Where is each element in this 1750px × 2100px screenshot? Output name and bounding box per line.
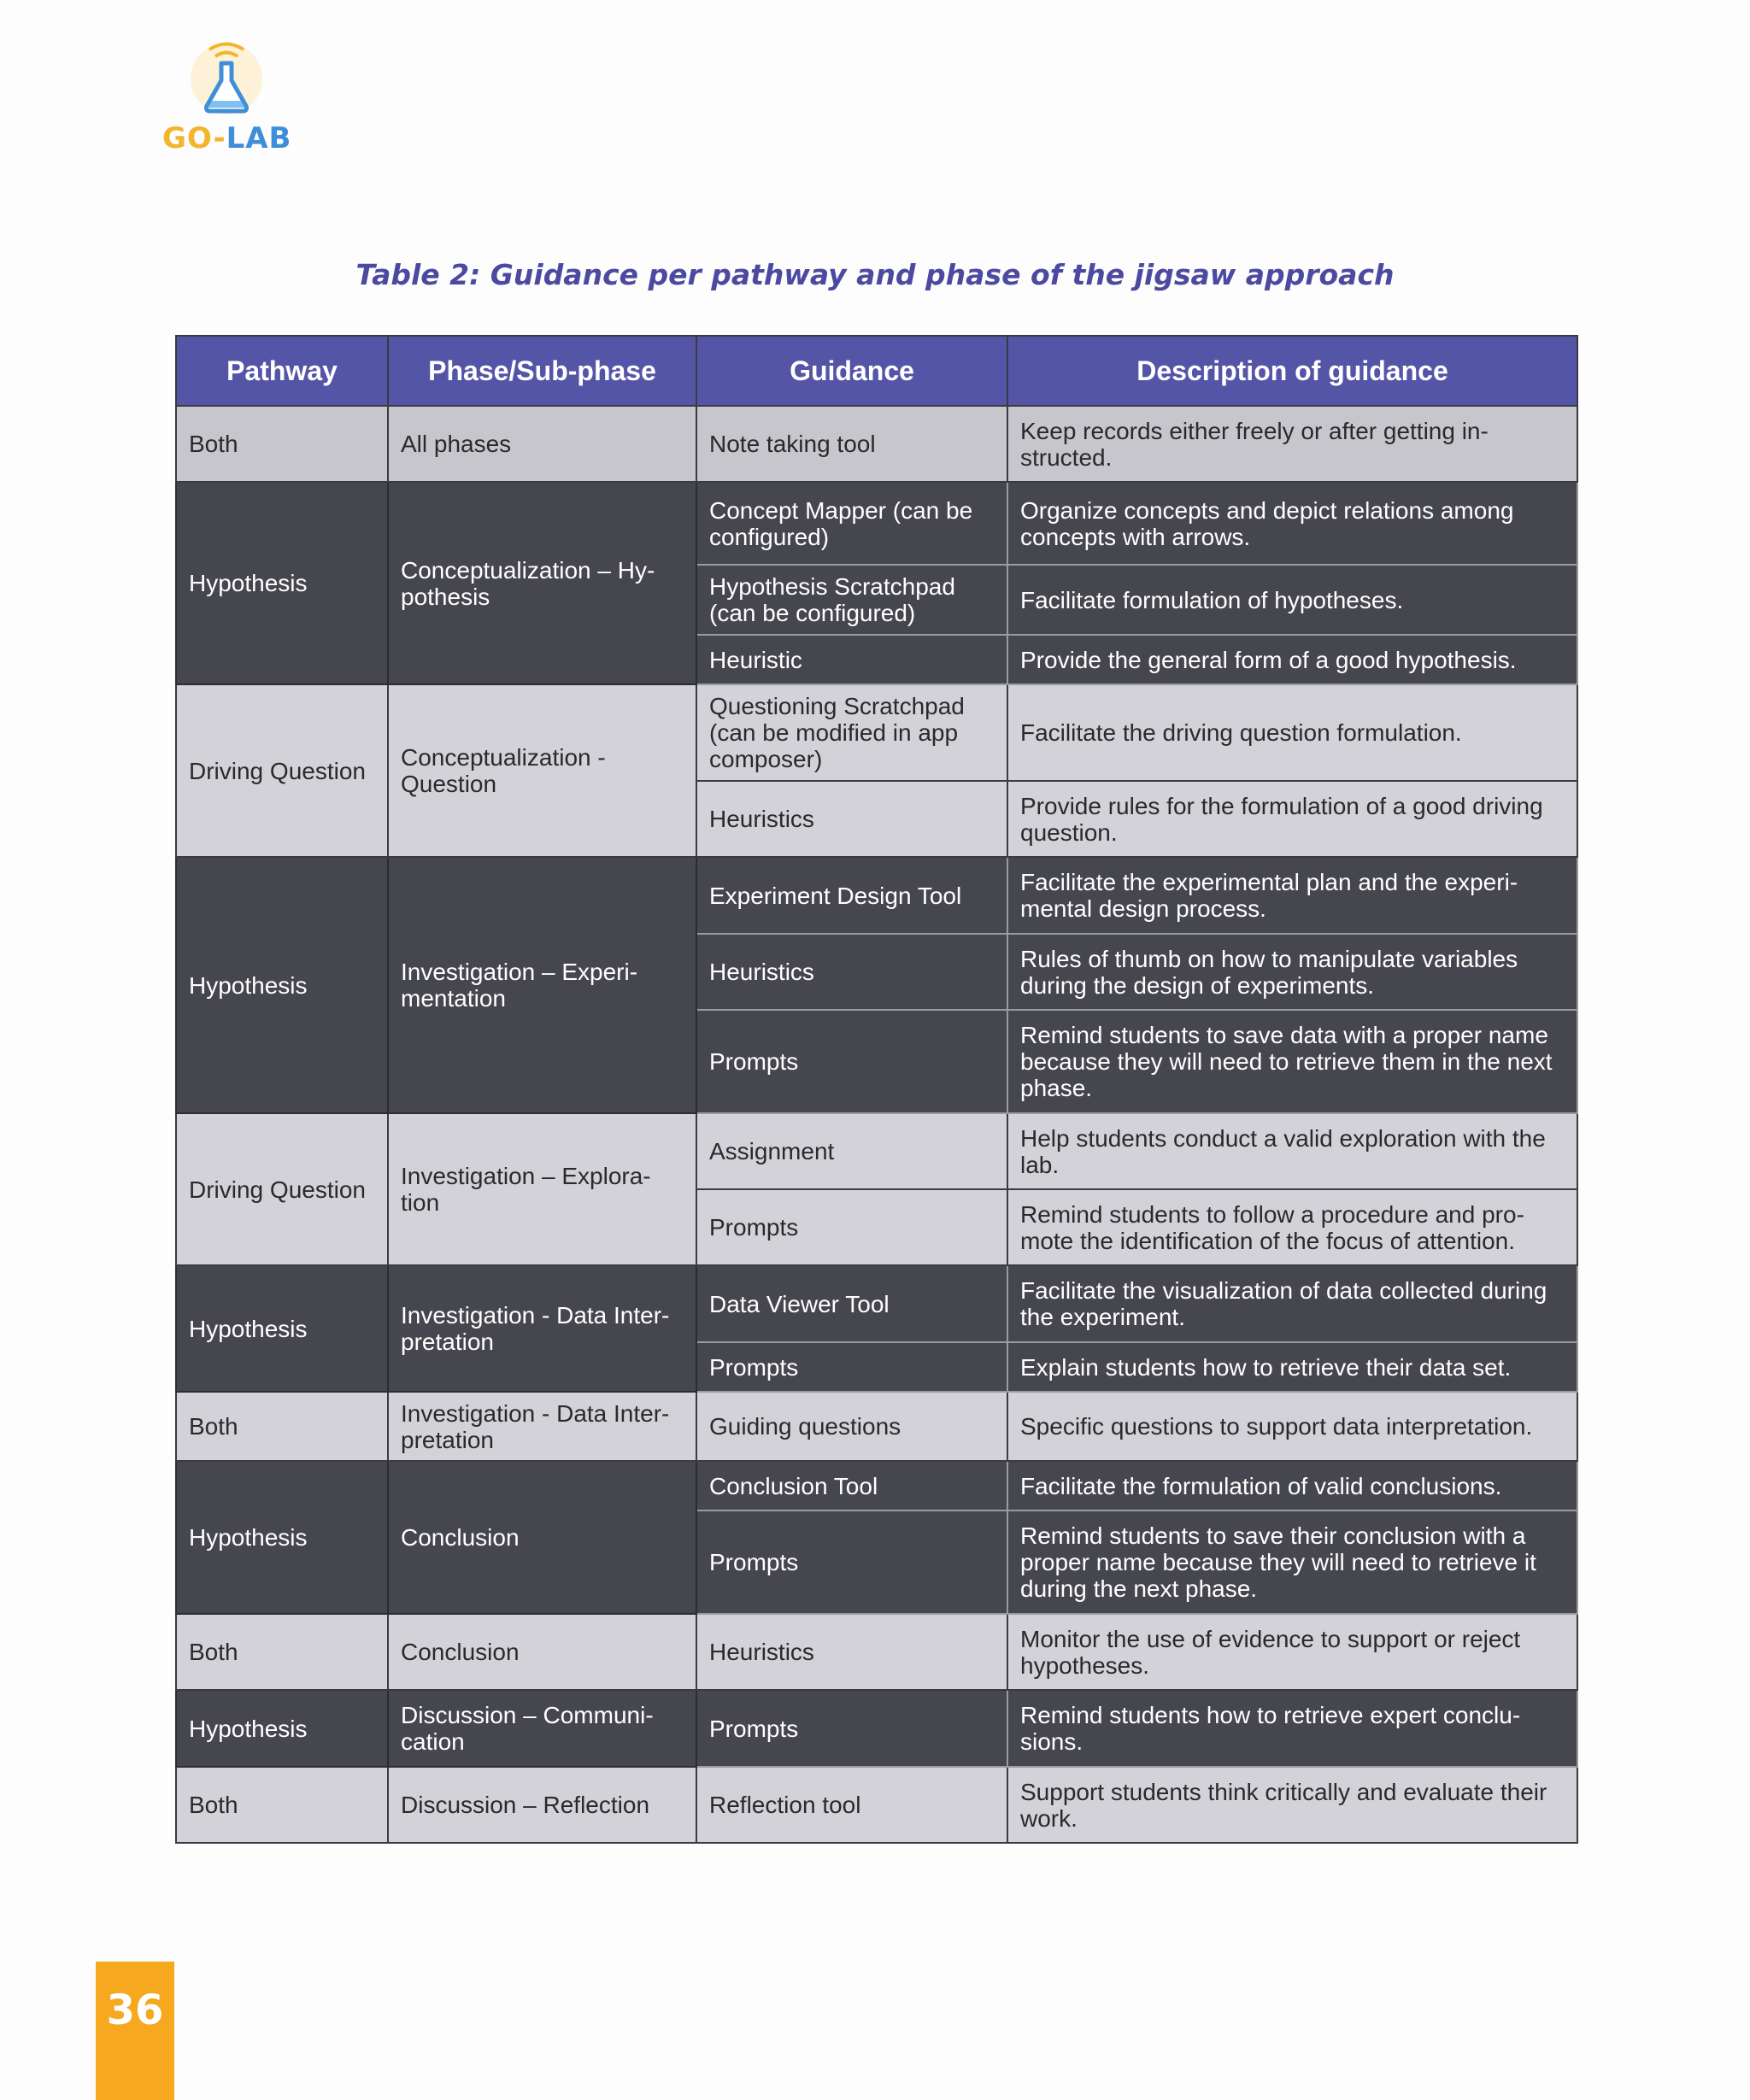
guidance-cell: Questioning Scratchpad (can be modified in app composer) <box>696 684 1007 781</box>
guidance-cell: Heuristics <box>696 781 1007 857</box>
header-guidance: Guidance <box>696 336 1007 406</box>
pathway-cell: Hypothesis <box>176 482 388 684</box>
guidance-cell: Prompts <box>696 1010 1007 1113</box>
guidance-cell: Prompts <box>696 1690 1007 1767</box>
table-row <box>176 1392 1577 1461</box>
description-cell: Help students conduct a valid exploration with the lab. <box>1007 1113 1577 1189</box>
guidance-cell: Prompts <box>696 1189 1007 1265</box>
pathway-cell: Hypothesis <box>176 1265 388 1392</box>
guidance-cell: Prompts <box>696 1342 1007 1392</box>
pathway-cell: Both <box>176 1767 388 1843</box>
description-cell: Facilitate the formulation of valid conclusions. <box>1007 1461 1577 1510</box>
pathway-cell: Both <box>176 1392 388 1461</box>
phase-cell: All phases <box>388 406 696 482</box>
pathway-cell: Driving Question <box>176 684 388 857</box>
table-row <box>176 857 1577 934</box>
description-cell: Explain students how to retrieve their data set. <box>1007 1342 1577 1392</box>
table-row <box>176 1265 1577 1342</box>
table-header-row <box>176 336 1577 406</box>
table-row <box>176 1113 1577 1189</box>
phase-cell: Conclusion <box>388 1614 696 1690</box>
guidance-cell: Concept Mapper (can be configured) <box>696 482 1007 565</box>
description-cell: Remind students how to retrieve expert conclu-sions. <box>1007 1690 1577 1767</box>
guidance-table <box>175 335 1578 1844</box>
logo-text-go: GO- <box>162 121 226 155</box>
phase-cell: Investigation – Experi-mentation <box>388 857 696 1113</box>
table-caption: Table 2: Guidance per pathway and phase of the jigsaw approach <box>355 258 1395 291</box>
description-cell: Facilitate the visualization of data collected during the experiment. <box>1007 1265 1577 1342</box>
table-row <box>176 684 1577 781</box>
description-cell: Keep records either freely or after getting in-structed. <box>1007 406 1577 482</box>
description-cell: Provide the general form of a good hypothesis. <box>1007 635 1577 684</box>
phase-cell: Conceptualization – Hy-pothesis <box>388 482 696 684</box>
guidance-cell: Experiment Design Tool <box>696 857 1007 934</box>
table-row <box>176 406 1577 482</box>
table-row <box>176 1767 1577 1843</box>
phase-cell: Discussion – Communi-cation <box>388 1690 696 1767</box>
guidance-cell: Hypothesis Scratchpad (can be configured) <box>696 565 1007 635</box>
description-cell: Specific questions to support data interpretation. <box>1007 1392 1577 1461</box>
table-row <box>176 1614 1577 1690</box>
description-cell: Provide rules for the formulation of a good driving question. <box>1007 781 1577 857</box>
description-cell: Support students think critically and evaluate their work. <box>1007 1767 1577 1843</box>
guidance-cell: Heuristics <box>696 934 1007 1010</box>
guidance-cell: Reflection tool <box>696 1767 1007 1843</box>
guidance-cell: Heuristics <box>696 1614 1007 1690</box>
guidance-cell: Guiding questions <box>696 1392 1007 1461</box>
guidance-cell: Heuristic <box>696 635 1007 684</box>
guidance-cell: Assignment <box>696 1113 1007 1189</box>
page-number: 36 <box>106 1986 164 2034</box>
pathway-cell: Driving Question <box>176 1113 388 1265</box>
description-cell: Remind students to save data with a proper name because they will need to retrieve them in the next phase. <box>1007 1010 1577 1113</box>
description-cell: Facilitate formulation of hypotheses. <box>1007 565 1577 635</box>
description-cell: Facilitate the experimental plan and the experi-mental design process. <box>1007 857 1577 934</box>
phase-cell: Conceptualization - Question <box>388 684 696 857</box>
description-cell: Facilitate the driving question formulation. <box>1007 684 1577 781</box>
table-row <box>176 1690 1577 1767</box>
description-cell: Monitor the use of evidence to support or reject hypotheses. <box>1007 1614 1577 1690</box>
table-row <box>176 1461 1577 1510</box>
guidance-cell: Conclusion Tool <box>696 1461 1007 1510</box>
description-cell: Rules of thumb on how to manipulate variables during the design of experiments. <box>1007 934 1577 1010</box>
header-phase: Phase/Sub-phase <box>388 336 696 406</box>
table-row <box>176 482 1577 565</box>
phase-cell: Conclusion <box>388 1461 696 1614</box>
guidance-cell: Data Viewer Tool <box>696 1265 1007 1342</box>
description-cell: Organize concepts and depict relations among concepts with arrows. <box>1007 482 1577 565</box>
logo-text <box>162 121 291 155</box>
phase-cell: Investigation – Explora-tion <box>388 1113 696 1265</box>
pathway-cell: Hypothesis <box>176 1690 388 1767</box>
header-description: Description of guidance <box>1007 336 1577 406</box>
description-cell: Remind students to follow a procedure and pro-mote the identification of the focus of attention. <box>1007 1189 1577 1265</box>
header-pathway: Pathway <box>176 336 388 406</box>
guidance-cell: Prompts <box>696 1510 1007 1614</box>
guidance-cell: Note taking tool <box>696 406 1007 482</box>
logo-text-lab: LAB <box>226 121 292 155</box>
phase-cell: Discussion – Reflection <box>388 1767 696 1843</box>
description-cell: Remind students to save their conclusion with a proper name because they will need to retrieve it during the next phase. <box>1007 1510 1577 1614</box>
phase-cell: Investigation - Data Inter-pretation <box>388 1265 696 1392</box>
pathway-cell: Hypothesis <box>176 857 388 1113</box>
pathway-cell: Hypothesis <box>176 1461 388 1614</box>
pathway-cell: Both <box>176 1614 388 1690</box>
phase-cell: Investigation - Data Inter-pretation <box>388 1392 696 1461</box>
pathway-cell: Both <box>176 406 388 482</box>
